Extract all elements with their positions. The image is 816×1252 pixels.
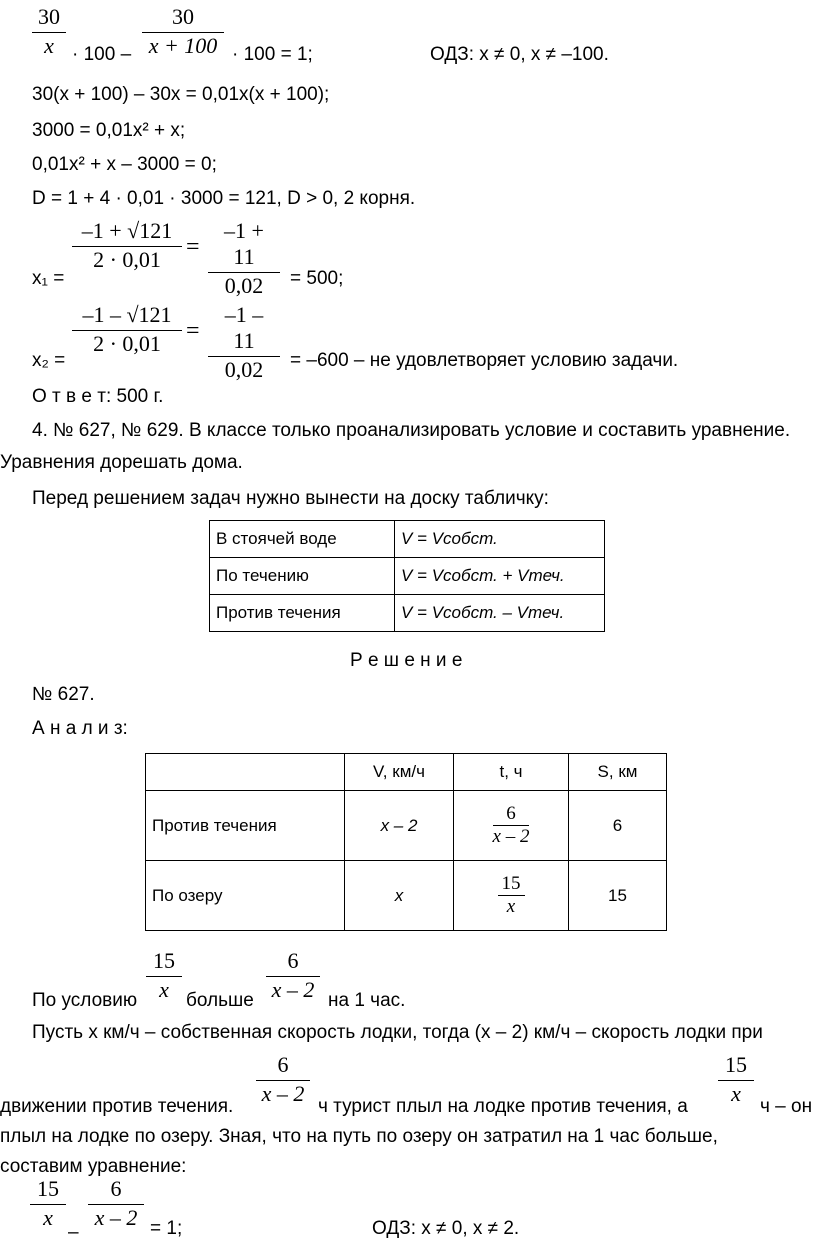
equation-line: 0,01x² + x – 3000 = 0; (32, 154, 217, 175)
root2-label: x₂ = (32, 350, 66, 371)
table-row (210, 595, 605, 632)
denominator: 0,02 (224, 357, 264, 382)
denominator: x – 2 (492, 826, 530, 847)
discriminant-line: D = 1 + 4 · 0,01 · 3000 = 121, D > 0, 2 корня. (32, 188, 416, 209)
root2-result: = –600 – не удовлетворяет условию задачи. (290, 350, 679, 371)
task4-line: Уравнения дорешать дома. (0, 452, 243, 473)
numerator: 15 (146, 948, 182, 977)
denominator: x – 2 (271, 977, 315, 1002)
equation-rest: = 1; (150, 1218, 183, 1239)
table-cell: В стоячей воде (210, 521, 395, 558)
numerator: 6 (266, 948, 320, 977)
table-row (210, 521, 605, 558)
denominator: x (731, 1081, 741, 1106)
task4-line: 4. № 627, № 629. В классе только проанализировать условие и составить уравнение. (32, 420, 791, 441)
fraction-15-over-x (146, 948, 182, 1003)
domain-note: ОДЗ: x ≠ 0, x ≠ –100. (430, 44, 609, 65)
denominator: 0,02 (224, 273, 264, 298)
table-cell-fraction (454, 791, 569, 861)
speed-table (209, 520, 605, 632)
paragraph-line: ч – он (760, 1096, 813, 1117)
root1-fraction-a (72, 218, 182, 273)
numerator: –1 – 11 (208, 302, 280, 357)
paragraph-line: Пусть x км/ч – собственная скорость лодки, тогда (x – 2) км/ч – скорость лодки при (32, 1022, 763, 1043)
fraction-6-over-x-minus-2 (266, 948, 320, 1003)
table-header-cell (146, 754, 345, 791)
root2-fraction-a (72, 302, 182, 357)
denominator: 2 · 0,01 (93, 331, 161, 356)
table-header-row (146, 754, 667, 791)
numerator: 30 (142, 4, 224, 33)
denominator: x (43, 1205, 53, 1230)
table-cell: V = Vсобст. + Vтеч. (395, 558, 605, 595)
denominator: x – 2 (94, 1205, 138, 1230)
table-cell: По течению (210, 558, 395, 595)
numerator: –1 + √121 (72, 218, 182, 247)
table-cell-fraction (454, 861, 569, 931)
condition-prefix: По условию (32, 990, 138, 1011)
denominator: x (44, 33, 54, 58)
equals-sign: = (186, 234, 200, 260)
time-fraction (498, 873, 525, 918)
numerator: 15 (30, 1176, 66, 1205)
table-row (210, 558, 605, 595)
table-row (146, 791, 667, 861)
root2-fraction-b (208, 302, 280, 383)
paragraph-line: плыл на лодке по озеру. Зная, что на путь по озеру он затратил на 1 час больше, (0, 1126, 718, 1147)
numerator: 6 (256, 1052, 310, 1081)
equation-part: · 100 – (72, 44, 132, 65)
table-cell: V = Vсобст. (395, 521, 605, 558)
numerator: –1 + 11 (208, 218, 280, 273)
minus-sign: – (68, 1222, 79, 1243)
root1-label: x₁ = (32, 268, 65, 289)
numerator: 6 (88, 1176, 144, 1205)
paragraph-line: движении против течения. (0, 1096, 234, 1117)
table-cell: По озеру (146, 861, 345, 931)
analysis-label: А н а л и з: (32, 718, 128, 739)
table-cell: Против течения (146, 791, 345, 861)
denominator: x (506, 896, 516, 917)
denominator: x + 100 (148, 33, 218, 58)
fraction-6-over-x-minus-2 (88, 1176, 144, 1231)
numerator: 30 (32, 4, 66, 33)
condition-middle: больше (186, 990, 254, 1011)
fraction-30-over-x-plus-100 (142, 4, 224, 59)
paragraph-line: составим уравнение: (0, 1156, 187, 1177)
answer-line: О т в е т: 500 г. (32, 386, 164, 407)
denominator: x (159, 977, 169, 1002)
table-row (146, 861, 667, 931)
numerator: –1 – √121 (72, 302, 182, 331)
paragraph-line: ч турист плыл на лодке против течения, а (318, 1096, 688, 1117)
equation-part: · 100 = 1; (232, 44, 313, 65)
fraction-6-over-x-minus-2 (256, 1052, 310, 1107)
equation-line: 3000 = 0,01x² + x; (32, 120, 186, 141)
numerator: 15 (718, 1052, 754, 1081)
table-cell: x (345, 861, 454, 931)
table-cell: Против течения (210, 595, 395, 632)
numerator: 6 (493, 803, 530, 826)
table-intro: Перед решением задач нужно вынести на доску табличку: (32, 488, 549, 509)
table-header-cell: S, км (569, 754, 667, 791)
denominator: 2 · 0,01 (93, 247, 161, 272)
table-cell: V = Vсобст. – Vтеч. (395, 595, 605, 632)
condition-suffix: на 1 час. (328, 990, 406, 1011)
equation-line: 30(x + 100) – 30x = 0,01x(x + 100); (32, 84, 330, 105)
table-header-cell: V, км/ч (345, 754, 454, 791)
table-cell: 6 (569, 791, 667, 861)
fraction-30-over-x (32, 4, 66, 59)
domain-note: ОДЗ: x ≠ 0, x ≠ 2. (372, 1218, 520, 1239)
solution-heading: Р е ш е н и е (350, 650, 463, 671)
fraction-15-over-x (718, 1052, 754, 1107)
time-fraction (493, 803, 530, 848)
analysis-table (145, 753, 667, 931)
denominator: x – 2 (261, 1081, 305, 1106)
equals-sign: = (186, 318, 200, 344)
problem-number: № 627. (32, 684, 95, 705)
root1-fraction-b (208, 218, 280, 299)
root1-result: = 500; (290, 268, 344, 289)
numerator: 15 (498, 873, 525, 896)
table-cell: x – 2 (345, 791, 454, 861)
table-header-cell: t, ч (454, 754, 569, 791)
fraction-15-over-x (30, 1176, 66, 1231)
table-cell: 15 (569, 861, 667, 931)
